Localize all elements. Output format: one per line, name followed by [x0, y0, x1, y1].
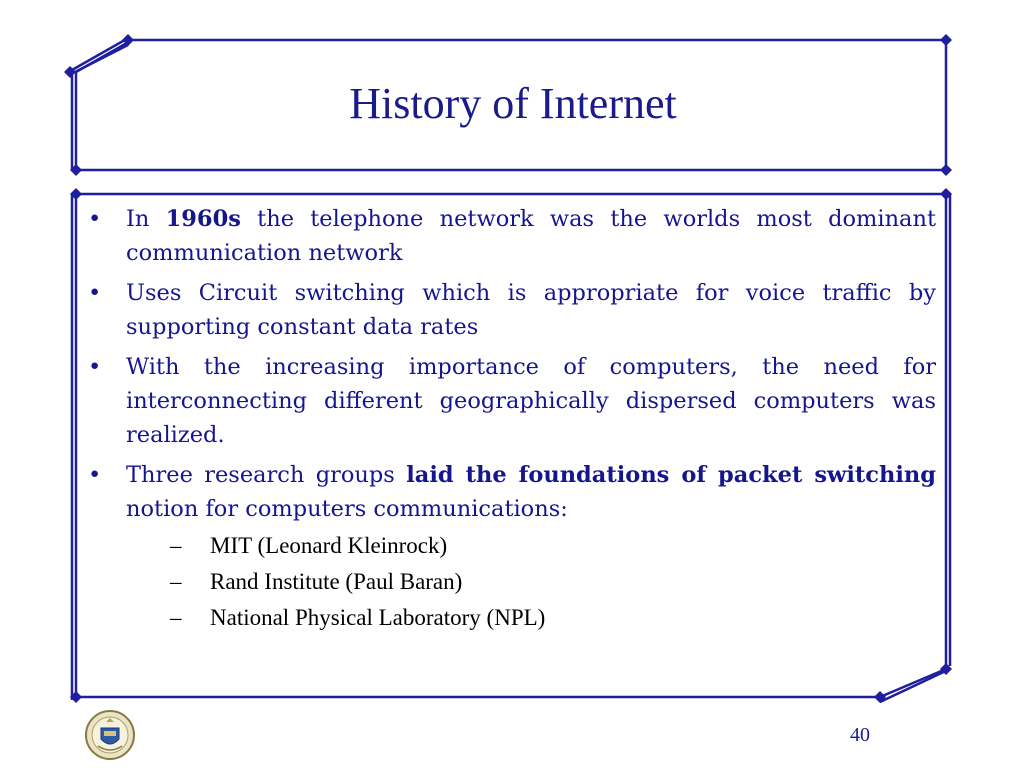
bullet-item [88, 202, 936, 270]
sub-item [126, 564, 936, 600]
sub-item [126, 600, 936, 636]
slide-content [88, 202, 936, 642]
dash-icon: – [170, 569, 182, 594]
dash-icon: – [170, 533, 182, 558]
bullet-text: In [126, 206, 166, 232]
bullet-icon: • [88, 462, 102, 488]
sub-list [126, 528, 936, 636]
sub-item-text: National Physical Laboratory (NPL) [210, 605, 546, 630]
bullet-text: Three research groups [126, 462, 407, 488]
university-crest-logo [84, 708, 136, 762]
bullet-text: the telephone network was the worlds most dominant communication network [126, 206, 937, 266]
sub-item-text: MIT (Leonard Kleinrock) [210, 533, 448, 558]
bullet-icon: • [88, 206, 102, 232]
slide-title: History of Internet [349, 79, 677, 128]
bullet-emphasis: laid the foundations of packet switching [406, 462, 937, 488]
bullet-list [88, 202, 936, 636]
bullet-item [88, 276, 936, 344]
page-number: 40 [850, 724, 870, 746]
bullet-icon: • [88, 354, 102, 380]
bullet-icon: • [88, 280, 102, 306]
bullet-item [88, 458, 936, 636]
sub-item-text: Rand Institute (Paul Baran) [210, 569, 463, 594]
sub-item [126, 528, 936, 564]
bullet-item [88, 350, 936, 452]
bullet-text: With the increasing importance of computers, the need for interconnecting different geographically dispersed computers was realized. [126, 354, 936, 448]
bullet-text: Uses Circuit switching which is appropriate for voice traffic by supporting constant data rates [126, 280, 936, 340]
dash-icon: – [170, 605, 182, 630]
bullet-emphasis: 1960s [165, 206, 241, 232]
bullet-text: notion for computers communications: [126, 496, 568, 522]
